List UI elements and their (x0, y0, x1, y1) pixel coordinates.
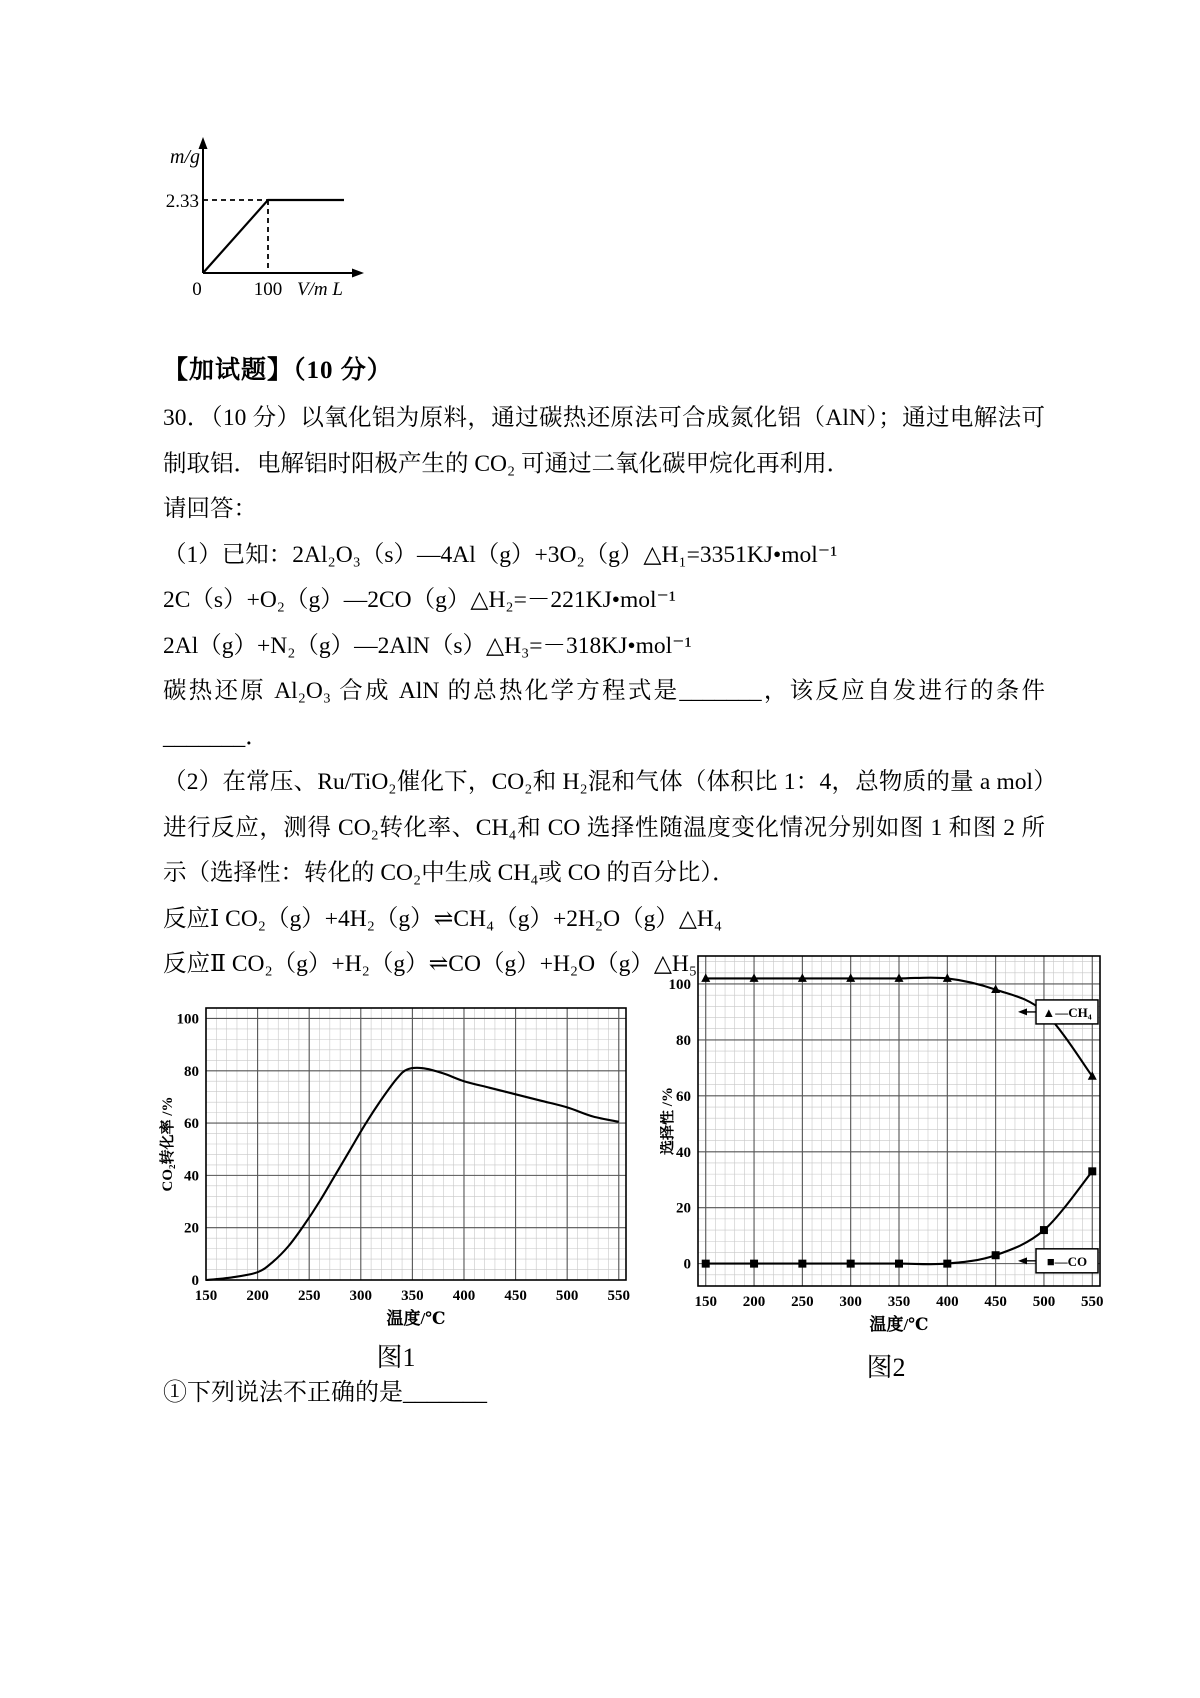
subquestion-1: ①下列说法不正确的是_______ (163, 1380, 487, 1406)
x-tick-label: 400 (452, 1288, 476, 1304)
x-tick-label: 450 (984, 1294, 1007, 1310)
series-CO-marker (992, 1251, 1000, 1259)
figure-1 (156, 1002, 636, 1374)
given-equation-3: 2Al（g）+N₂（g）—2AlN（s）△H₃=－318KJ•mol⁻¹ (163, 632, 692, 659)
y-axis-label: 选择性 /% (660, 1087, 676, 1155)
given-equation-2: 2C（s）+O₂（g）—2CO（g）△H₂=－221KJ•mol⁻¹ (163, 587, 676, 613)
x-axis-label: 温度/℃ (386, 1309, 446, 1328)
origin-label: 0 (192, 279, 202, 300)
x-tick-label: 450 (504, 1288, 527, 1304)
x-tick-label: 350 (401, 1288, 424, 1304)
x-tick-label: 300 (349, 1288, 373, 1304)
question-1-blanks: 碳热还原 Al₂O₃ 合成 AlN 的总热化学方程式是_______，该反应自发进行的条件_______． (163, 678, 1045, 750)
reaction-1: 反应Ⅰ CO₂（g）+4H₂（g）⇌CH₄（g）+2H₂O（g）△H₄ (163, 905, 723, 932)
y-tick-label: 60 (184, 1116, 199, 1133)
legend-arrowhead (1018, 1008, 1027, 1015)
x-axis-arrow (352, 269, 364, 278)
y-tick-label: 40 (184, 1168, 199, 1185)
x-axis-label: 温度/℃ (869, 1315, 929, 1334)
y-tick-label: 100 (668, 976, 691, 993)
x-tick-label: 550 (607, 1288, 631, 1304)
x-tick-label: 300 (839, 1294, 862, 1310)
series-CO-marker (1040, 1226, 1048, 1234)
x-tick-label: 500 (1032, 1294, 1056, 1310)
y-axis-label: CO₂转化率 /% (160, 1096, 176, 1192)
y-tick-label: 100 (176, 1011, 199, 1028)
x-tick-label: 250 (791, 1294, 814, 1310)
x-tick-label: 400 (936, 1294, 959, 1310)
y-tick-label: 20 (676, 1200, 691, 1217)
mass-volume-graph (158, 130, 378, 310)
x-tick-label: 250 (297, 1288, 321, 1304)
x-tick-label: 150 (694, 1294, 717, 1310)
figure-1-caption: 图1 (376, 1343, 416, 1372)
x-tick-label: 150 (194, 1288, 218, 1304)
part-2-description: （2）在常压、Ru/TiO₂催化下，CO₂和 H₂混和气体（体积比 1：4，总物质的量 a mol）进行反应，测得 CO₂转化率、CH₄和 CO 选择性随温度变化情况分别如图 1 和图 2 所示（选择性：转化的 CO₂中生成 CH₄或 CO 的百分比）． (163, 769, 1045, 886)
bonus-section-title: 【加试题】（10 分） (163, 357, 393, 384)
mass-curve (203, 200, 344, 273)
x-tick-label: 500 (555, 1288, 579, 1304)
series-CO-marker (943, 1260, 951, 1268)
given-equation-1: （1）已知：2Al₂O₃（s）—4Al（g）+3O₂（g）△H₁=3351KJ•mol⁻¹ (163, 541, 838, 568)
marked-y-value: 2.33 (165, 191, 199, 212)
x-tick-label: 200 (742, 1294, 766, 1310)
y-tick-label: 80 (676, 1032, 691, 1049)
marked-x-value: 100 (253, 279, 283, 300)
x-tick-label: 550 (1081, 1294, 1104, 1310)
selectivity-chart (660, 950, 1112, 1342)
x-axis-label: V/m L (297, 279, 343, 300)
co2-conversion-chart (156, 1002, 636, 1332)
y-tick-label: 80 (184, 1063, 199, 1080)
figure-2-caption: 图2 (866, 1353, 906, 1382)
series-CO-marker (750, 1260, 758, 1268)
x-tick-label: 200 (246, 1288, 269, 1304)
problem-intro: 30．（10 分）以氧化铝为原料，通过碳热还原法可合成氮化铝（AlN）；通过电解法可制取铝．电解铝时阳极产生的 CO₂ 可通过二氧化碳甲烷化再利用． (163, 405, 1045, 477)
y-tick-label: 0 (683, 1256, 691, 1273)
reaction-2: 反应Ⅱ CO₂（g）+H₂（g）⇌CO（g）+H₂O（g）△H₅ (163, 951, 698, 977)
y-tick-label: 40 (676, 1144, 691, 1161)
figure-2 (660, 950, 1112, 1384)
problem-body (163, 396, 1045, 988)
series-CO-marker (702, 1260, 710, 1268)
legend-label: ■—CO (1046, 1253, 1088, 1269)
please-answer: 请回答： (163, 496, 257, 522)
y-tick-label: 0 (191, 1273, 199, 1289)
y-axis-label: m/g (170, 146, 200, 168)
series-CO-marker (847, 1260, 855, 1268)
series-CO-marker (1088, 1167, 1096, 1175)
legend-label: ▲—CH₄ (1042, 1004, 1092, 1020)
x-tick-label: 350 (887, 1294, 911, 1310)
series-CO-marker (895, 1260, 903, 1268)
y-tick-label: 60 (676, 1088, 691, 1105)
series-CO-marker (798, 1260, 806, 1268)
y-tick-label: 20 (184, 1220, 199, 1237)
